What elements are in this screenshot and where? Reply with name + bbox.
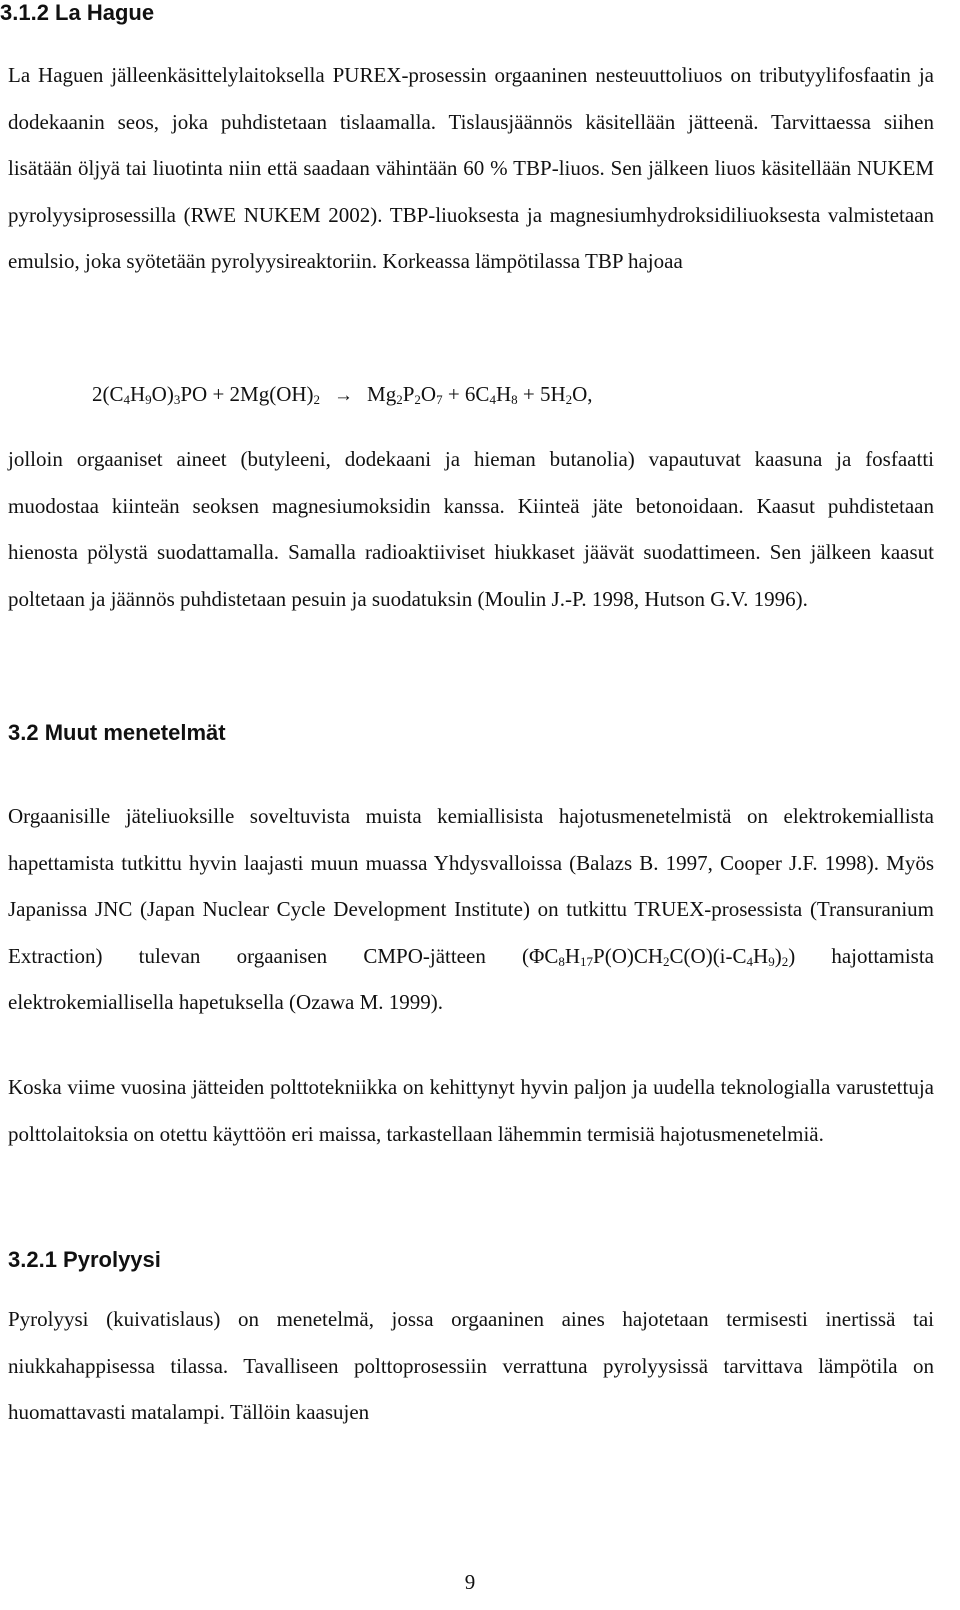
section-heading-3-2-1: 3.2.1 Pyrolyysi xyxy=(8,1247,161,1272)
section-heading-3-1-2: 3.1.2 La Hague xyxy=(0,0,155,25)
section-heading-3-2: 3.2 Muut menetelmät xyxy=(8,720,226,745)
chemical-equation: $2(C_4H_9O)_3PO + 2Mg(OH)_2 \to Mg_2P_2O_7 + 6C_4H_8 + 5H_2O$, xyxy=(92,382,593,407)
reaction-arrow-icon: → xyxy=(334,385,354,406)
page-number: 9 xyxy=(464,1570,476,1594)
paragraph-pyrolysis: Pyrolyysi (kuivatislaus) on menetelmä, jossa orgaaninen aines hajotetaan termisesti inertissä tai niukkahappisessa tilassa. Tavalliseen polttoprosessiin verrattuna pyrolyysissä tarvittava lämpötila on huomattavasti matalampi. Tällöin kaasujen xyxy=(8,1307,934,1424)
paragraph-la-hague-intro: La Haguen jälleenkäsittelylaitoksella PUREX-prosessin orgaaninen nesteuuttoliuos on tributyylifosfaatin ja dodekaanin seos, joka puhdistetaan tislaamalla. Tislausjäännös käsitellään jätteenä. Tarvittaessa siihen lisätään öljyä tai liuotinta niin että saadaan vähintään 60 % TBP-liuos. Sen jälkeen liuos käsitellään NUKEM pyrolyysiprosessilla (RWE NUKEM 2002). TBP-liuoksesta ja magnesiumhydroksidiliuoksesta valmistetaan emulsio, joka syötetään pyrolyysireaktoriin. Korkeassa lämpötilassa TBP hajoaa xyxy=(8,63,934,273)
paragraph-la-hague-result: jolloin orgaaniset aineet (butyleeni, dodekaani ja hieman butanolia) vapautuvat kaasuna ja fosfaatti muodostaa kiinteän seoksen magnesiumoksidin kanssa. Kiinteä jäte betonoidaan. Kaasut puhdistetaan hienosta pölystä suodattamalla. Samalla radioaktiiviset hiukkaset jäävät suodattimeen. Sen jälkeen kaasut poltetaan ja jäännös puhdistetaan pesuin ja suodatuksin (Moulin J.-P. 1998, Hutson G.V. 1996). xyxy=(8,447,934,611)
paragraph-thermal-methods: Koska viime vuosina jätteiden polttotekniikka on kehittynyt hyvin paljon ja uudella teknologialla varustettuja polttolaitoksia on otettu käyttöön eri maissa, tarkastellaan lähemmin termisiä hajotusmenetelmiä. xyxy=(8,1075,934,1146)
paragraph-other-methods: Orgaanisille jäteliuoksille soveltuvista muista kemiallisista hajotusmenetelmistä on elektrokemiallista hapettamista tutkittu hyvin laajasti muun muassa Yhdysvalloissa (Balazs B. 1997, Cooper J.F. 1998). Myös Japanissa JNC (Japan Nuclear Cycle Development Institute) on tutkittu TRUEX-prosessista (Transuranium Extraction) tulevan orgaanisen CMPO-jätteen $(\Phi C_8H_{17}P(O)CH_2C(O)(i-C_4H_9)_2)$ hajottamista elektrokemiallisella hapetuksella (Ozawa M. 1999). xyxy=(8,804,935,1014)
